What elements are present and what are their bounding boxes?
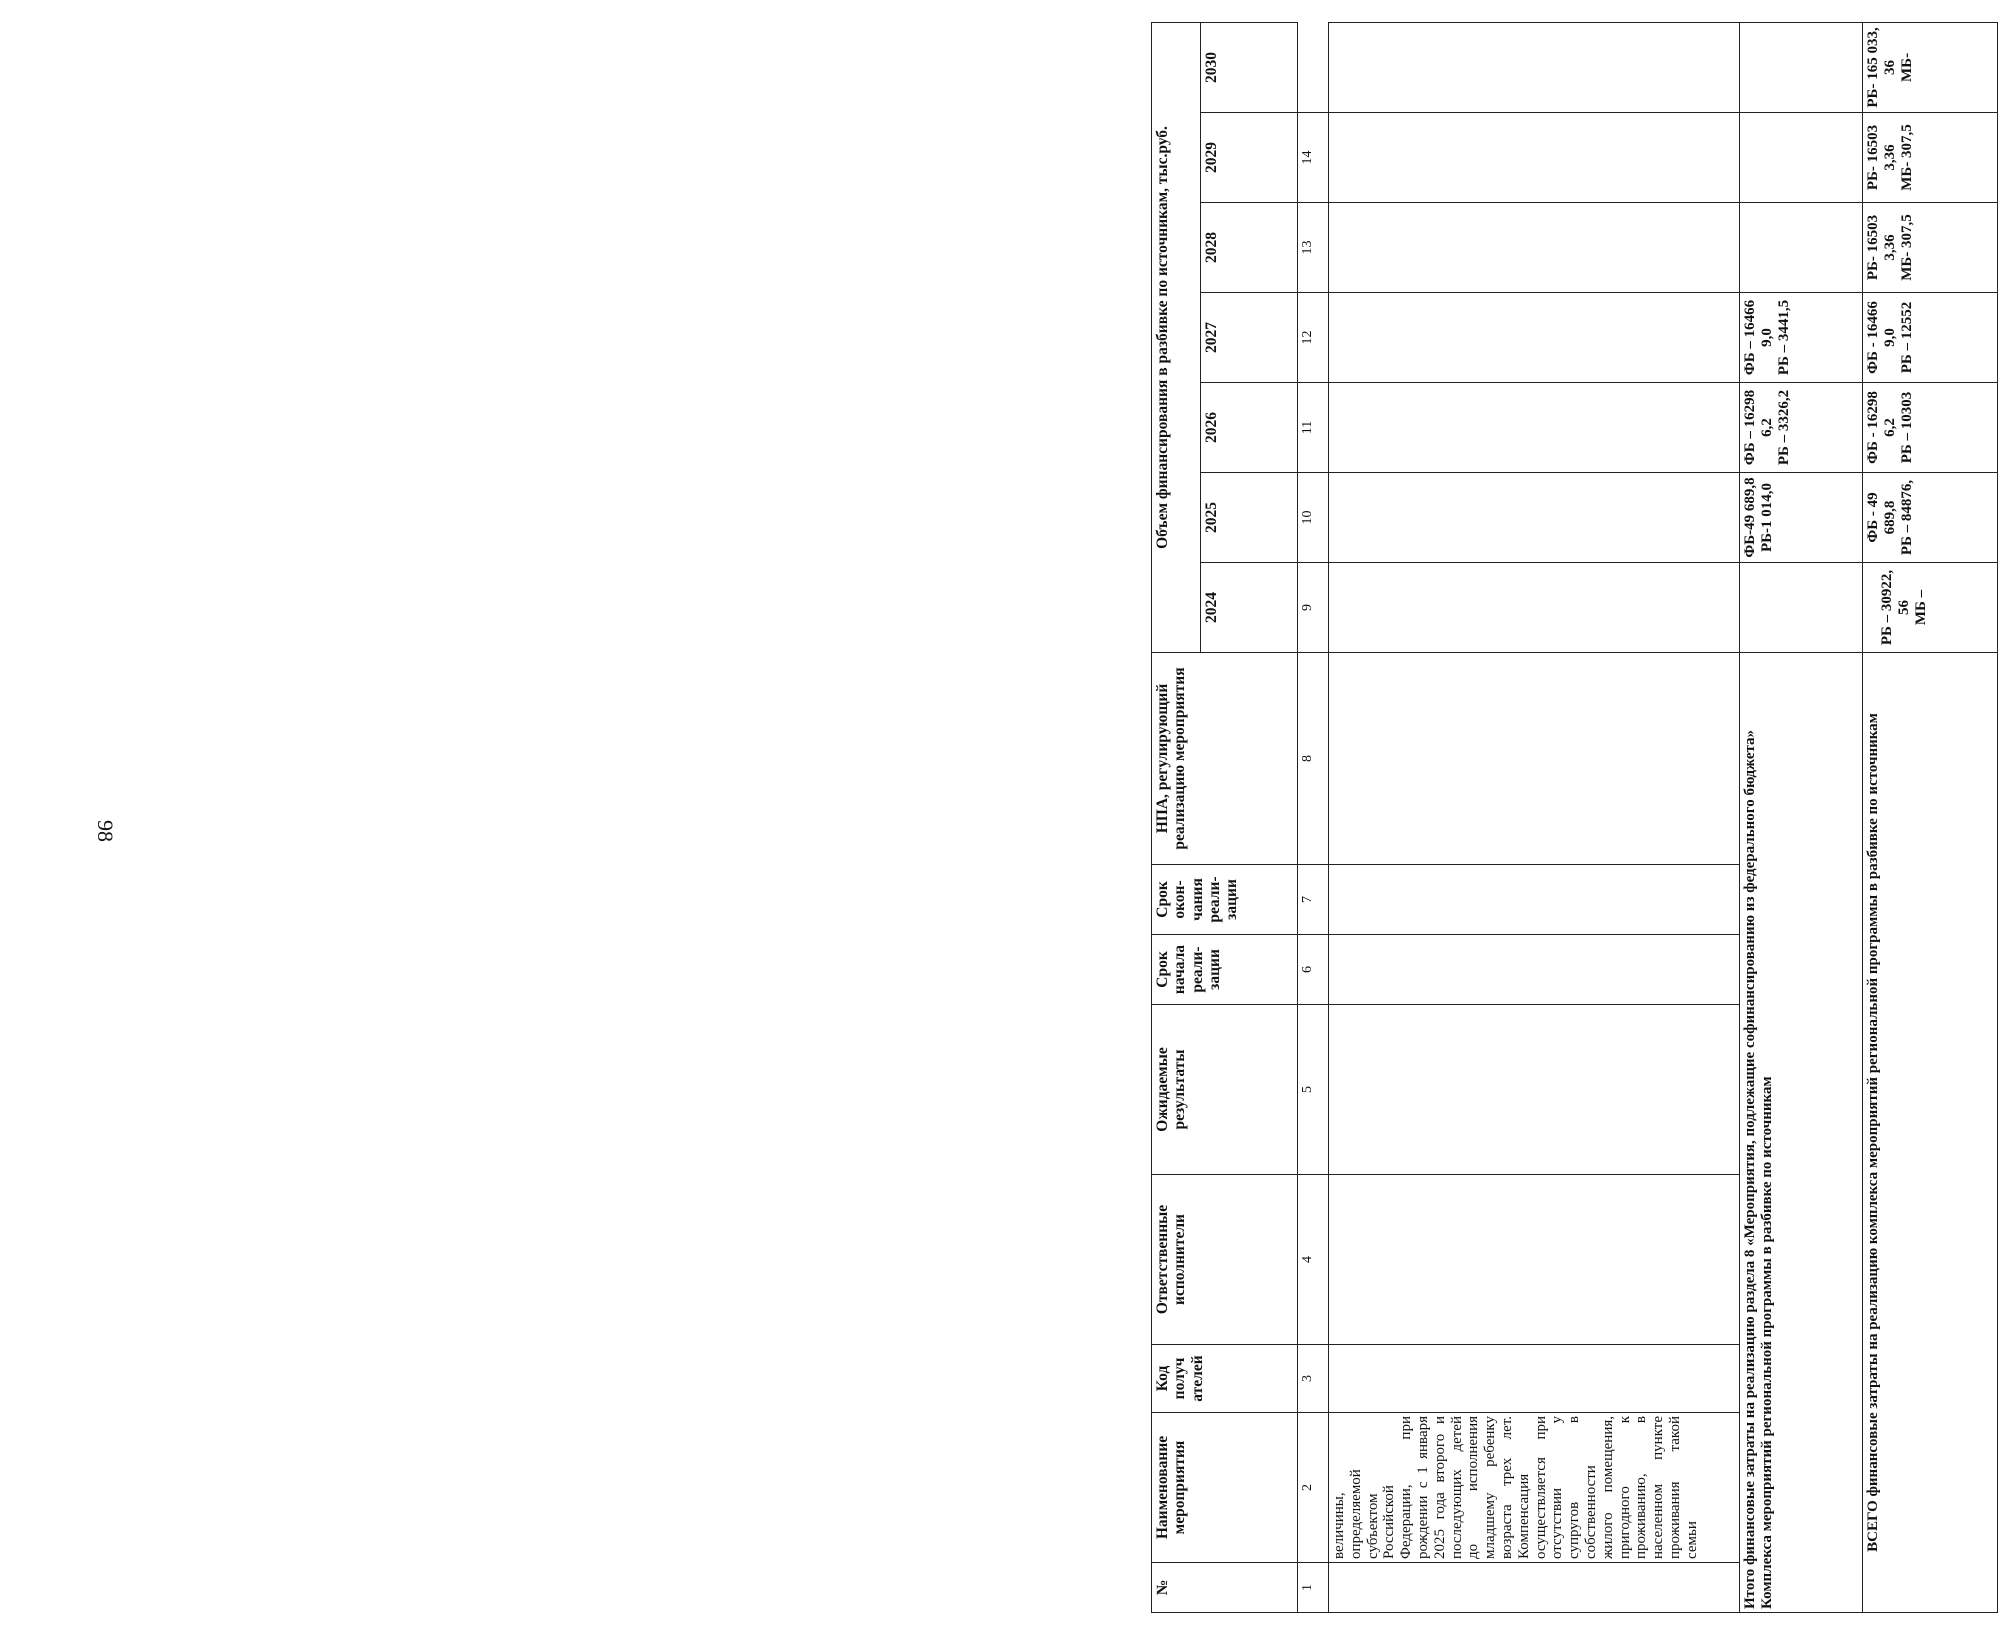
measure-2026-cell: [1329, 383, 1740, 473]
header-npa: НПА, регулирующий реализацию мероприятия: [1152, 653, 1298, 865]
header-year: 2028: [1201, 203, 1298, 293]
total-section8-2026-rb: РБ – 3326,2: [1775, 389, 1792, 466]
grand-total-2028-rb: РБ- 16503 3,36: [1865, 214, 1898, 281]
measure-2028-cell: [1329, 203, 1740, 293]
header-year: 2024: [1201, 563, 1298, 653]
header-year: 2026: [1201, 383, 1298, 473]
grand-total-2024-mb: МБ –: [1912, 589, 1929, 626]
column-number: 11: [1298, 383, 1329, 473]
column-number: 14: [1298, 113, 1329, 203]
column-number: 2: [1298, 1413, 1329, 1563]
header-end: Срок окон-чания реали-зации: [1152, 865, 1298, 935]
measure-responsible-cell: [1329, 1175, 1740, 1345]
total-section8-2024: [1740, 563, 1863, 653]
total-section8-2027-rb: РБ – 3441,5: [1775, 299, 1792, 376]
header-year: 2030: [1201, 22, 1298, 112]
grand-total-2030-rb: РБ- 165 033, 36: [1865, 27, 1898, 108]
column-number: 7: [1298, 865, 1329, 935]
grand-total-2025-fb: ФБ - 49 689,8: [1865, 492, 1898, 543]
column-number: 6: [1298, 935, 1329, 1005]
grand-total-2024-rb: РБ – 30922, 56: [1879, 569, 1912, 646]
header-responsible: Ответственные исполнители: [1152, 1175, 1298, 1345]
grand-total-2029-mb: МБ- 307,5: [1898, 124, 1915, 191]
header-year: 2025: [1201, 473, 1298, 563]
column-number: 4: [1298, 1175, 1329, 1345]
total-section8-2028: [1740, 203, 1863, 293]
grand-total-2029-rb: РБ- 16503 3,36: [1865, 124, 1898, 191]
column-number: 5: [1298, 1005, 1329, 1175]
grand-total-2027: [1863, 293, 1998, 383]
total-section8-2027: [1740, 293, 1863, 383]
grand-total-2024: [1863, 563, 1998, 653]
total-section8-2025-rb: РБ-1 014,0: [1758, 482, 1775, 553]
measure-results-cell: [1329, 1005, 1740, 1175]
grand-total-2025-rb: РБ – 84876,: [1898, 479, 1915, 556]
measures-table: [1151, 22, 1998, 1613]
grand-total-2028: [1863, 203, 1998, 293]
measure-npa-cell: [1329, 653, 1740, 865]
header-num: №: [1152, 1563, 1298, 1613]
measure-2030-cell: [1329, 22, 1740, 112]
grand-total-2030: [1863, 22, 1998, 112]
total-section8-2029: [1740, 113, 1863, 203]
total-section8-label: Итого финансовые затраты на реализацию раздела 8 «Мероприятия, подлежащие софинансированию из федерального бюджета» Комплекса мероприятий региональной программы в разбивке по источникам: [1740, 653, 1863, 1613]
grand-total-row: [1863, 22, 1998, 1612]
measure-row: [1329, 22, 1740, 1612]
header-results: Ожидаемые результаты: [1152, 1005, 1298, 1175]
header-year: 2029: [1201, 113, 1298, 203]
column-number: 12: [1298, 293, 1329, 383]
total-section8-2027-fb: ФБ – 16466 9,0: [1742, 299, 1775, 376]
header-code: Код получ ателей: [1152, 1345, 1298, 1413]
rotated-table-container: [1151, 23, 1998, 1613]
header-name: Наименование мероприятия: [1152, 1413, 1298, 1563]
grand-total-label: ВСЕГО финансовые затраты на реализацию комплекса мероприятий региональной программы в разбивке по источникам: [1863, 653, 1998, 1613]
grand-total-2030-mb: МБ-: [1898, 52, 1915, 82]
grand-total-2027-rb: РБ – 12552: [1898, 301, 1915, 374]
header-start: Срок начала реали-зации: [1152, 935, 1298, 1005]
grand-total-2029: [1863, 113, 1998, 203]
measure-2029-cell: [1329, 113, 1740, 203]
grand-total-2027-fb: ФБ - 16466 9,0: [1865, 301, 1898, 374]
measure-code-cell: [1329, 1345, 1740, 1413]
column-number: 8: [1298, 653, 1329, 865]
column-number-row: [1298, 22, 1329, 1612]
grand-total-2028-mb: МБ- 307,5: [1898, 214, 1915, 281]
total-section8-2025: [1740, 473, 1863, 563]
grand-total-2025: [1863, 473, 1998, 563]
measure-start-cell: [1329, 935, 1740, 1005]
measure-2024-cell: [1329, 563, 1740, 653]
header-row: [1152, 22, 1201, 1612]
total-section8-2026: [1740, 383, 1863, 473]
column-number: 1: [1298, 1563, 1329, 1613]
grand-total-2026-rb: РБ – 10303: [1898, 391, 1915, 464]
column-number: 9: [1298, 563, 1329, 653]
column-number: 10: [1298, 473, 1329, 563]
total-section8-2026-fb: ФБ – 16298 6,2: [1742, 389, 1775, 466]
page-number: 98: [93, 820, 118, 842]
total-section8-2030: [1740, 22, 1863, 112]
column-number: 13: [1298, 203, 1329, 293]
measure-num-cell: [1329, 1563, 1740, 1613]
column-number: 3: [1298, 1345, 1329, 1413]
total-section8-row: [1740, 22, 1863, 1612]
measure-2027-cell: [1329, 293, 1740, 383]
header-year: 2027: [1201, 293, 1298, 383]
measure-end-cell: [1329, 865, 1740, 935]
grand-total-2026: [1863, 383, 1998, 473]
total-section8-2025-fb: ФБ-49 689,8: [1742, 477, 1758, 558]
header-funding: Объем финансирования в разбивке по источникам, тыс.руб.: [1152, 22, 1201, 652]
measure-2025-cell: [1329, 473, 1740, 563]
grand-total-2026-fb: ФБ - 16298 6,2: [1865, 391, 1898, 464]
measure-name-cell: величины, определяемой субъектом Российской Федерации, при рождении с 1 января 2025 года второго и последующих детей до исполнения младшему ребенку возраста трех лет. Компенсация осуществляется при отсутствии у супругов в собственности жилого помещения, пригодного к проживанию, в населенном пункте проживания такой семьи: [1329, 1413, 1740, 1563]
